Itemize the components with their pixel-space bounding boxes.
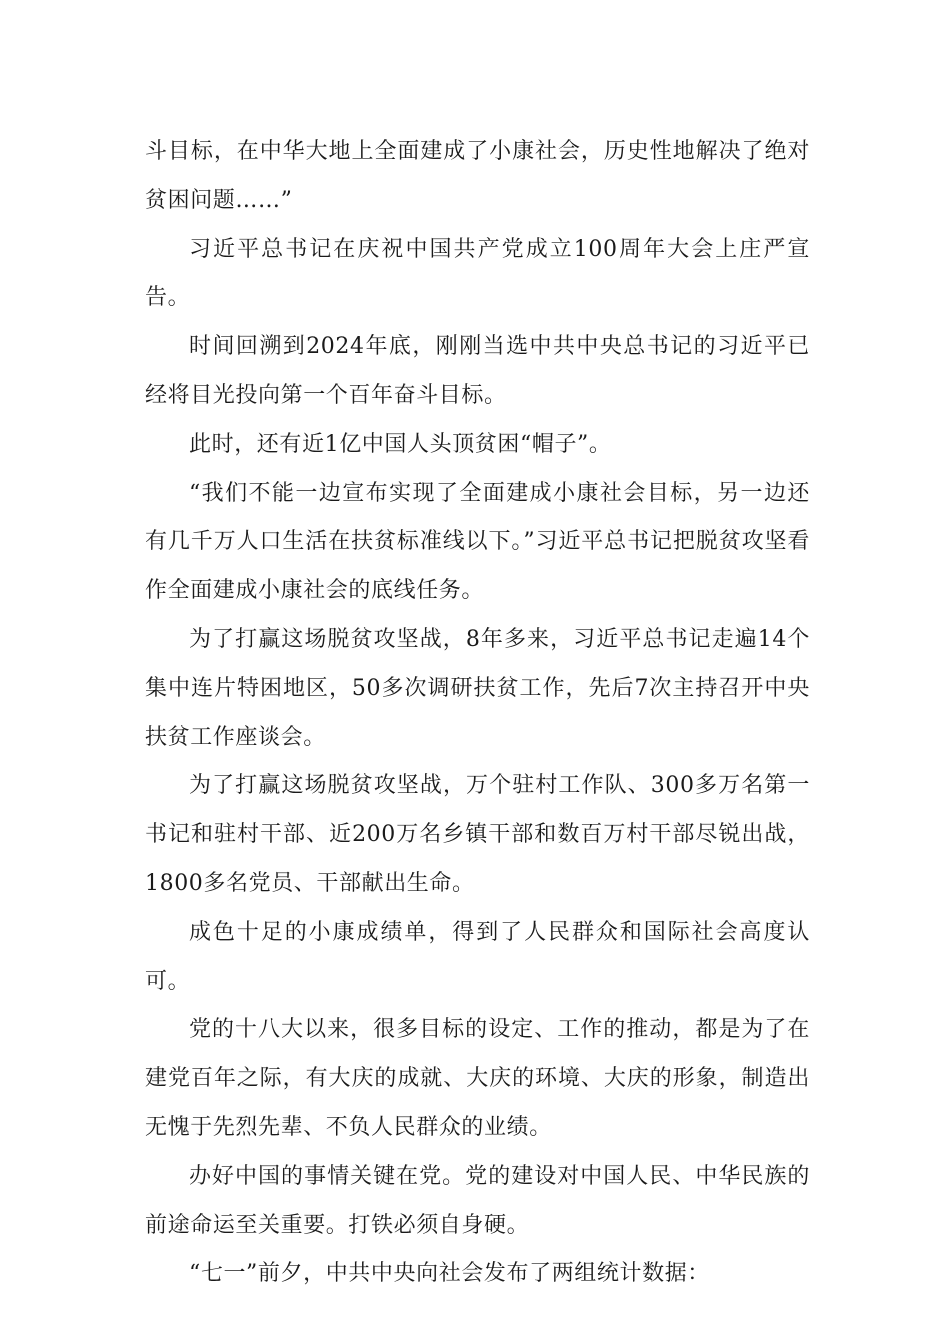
paragraph-5: “我们不能一边宣布实现了全面建成小康社会目标，另一边还有几千万人口生活在扶贫标准线以下。”习近平总书记把脱贫攻坚看作全面建成小康社会的底线任务。 bbox=[145, 480, 810, 604]
paragraph-1: 斗目标，在中华大地上全面建成了小康社会，历史性地解决了绝对贫困问题……” bbox=[145, 139, 810, 213]
paragraph-7: 为了打赢这场脱贫攻坚战，万个驻村工作队、300多万名第一书记和驻村干部、近200万名乡镇干部和数百万村干部尽锐出战，1800多名党员、干部献出生命。 bbox=[145, 773, 810, 896]
paragraph-10: 办好中国的事情关键在党。党的建设对中国人民、中华民族的前途命运至关重要。打铁必须自身硬。 bbox=[145, 1163, 810, 1238]
paragraph-6: 为了打赢这场脱贫攻坚战，8年多来，习近平总书记走遍14个集中连片特困地区，50多次调研扶贫工作，先后7次主持召开中央扶贫工作座谈会。 bbox=[145, 626, 810, 750]
document-body bbox=[145, 128, 810, 1299]
paragraph-3: 时间回溯到2024年底，刚刚当选中共中央总书记的习近平已经将目光投向第一个百年奋斗目标。 bbox=[145, 334, 810, 408]
paragraph-11: “七一”前夕，中共中央向社会发布了两组统计数据： bbox=[189, 1261, 710, 1287]
paragraph-8: 成色十足的小康成绩单，得到了人民群众和国际社会高度认可。 bbox=[145, 919, 810, 994]
paragraph-9: 党的十八大以来，很多目标的设定、工作的推动，都是为了在建党百年之际，有大庆的成就、大庆的环境、大庆的形象，制造出无愧于先烈先辈、不负人民群众的业绩。 bbox=[145, 1017, 810, 1140]
paragraph-4: 此时，还有近1亿中国人头顶贫困“帽子”。 bbox=[189, 431, 612, 457]
paragraph-2: 习近平总书记在庆祝中国共产党成立100周年大会上庄严宣告。 bbox=[145, 236, 810, 311]
